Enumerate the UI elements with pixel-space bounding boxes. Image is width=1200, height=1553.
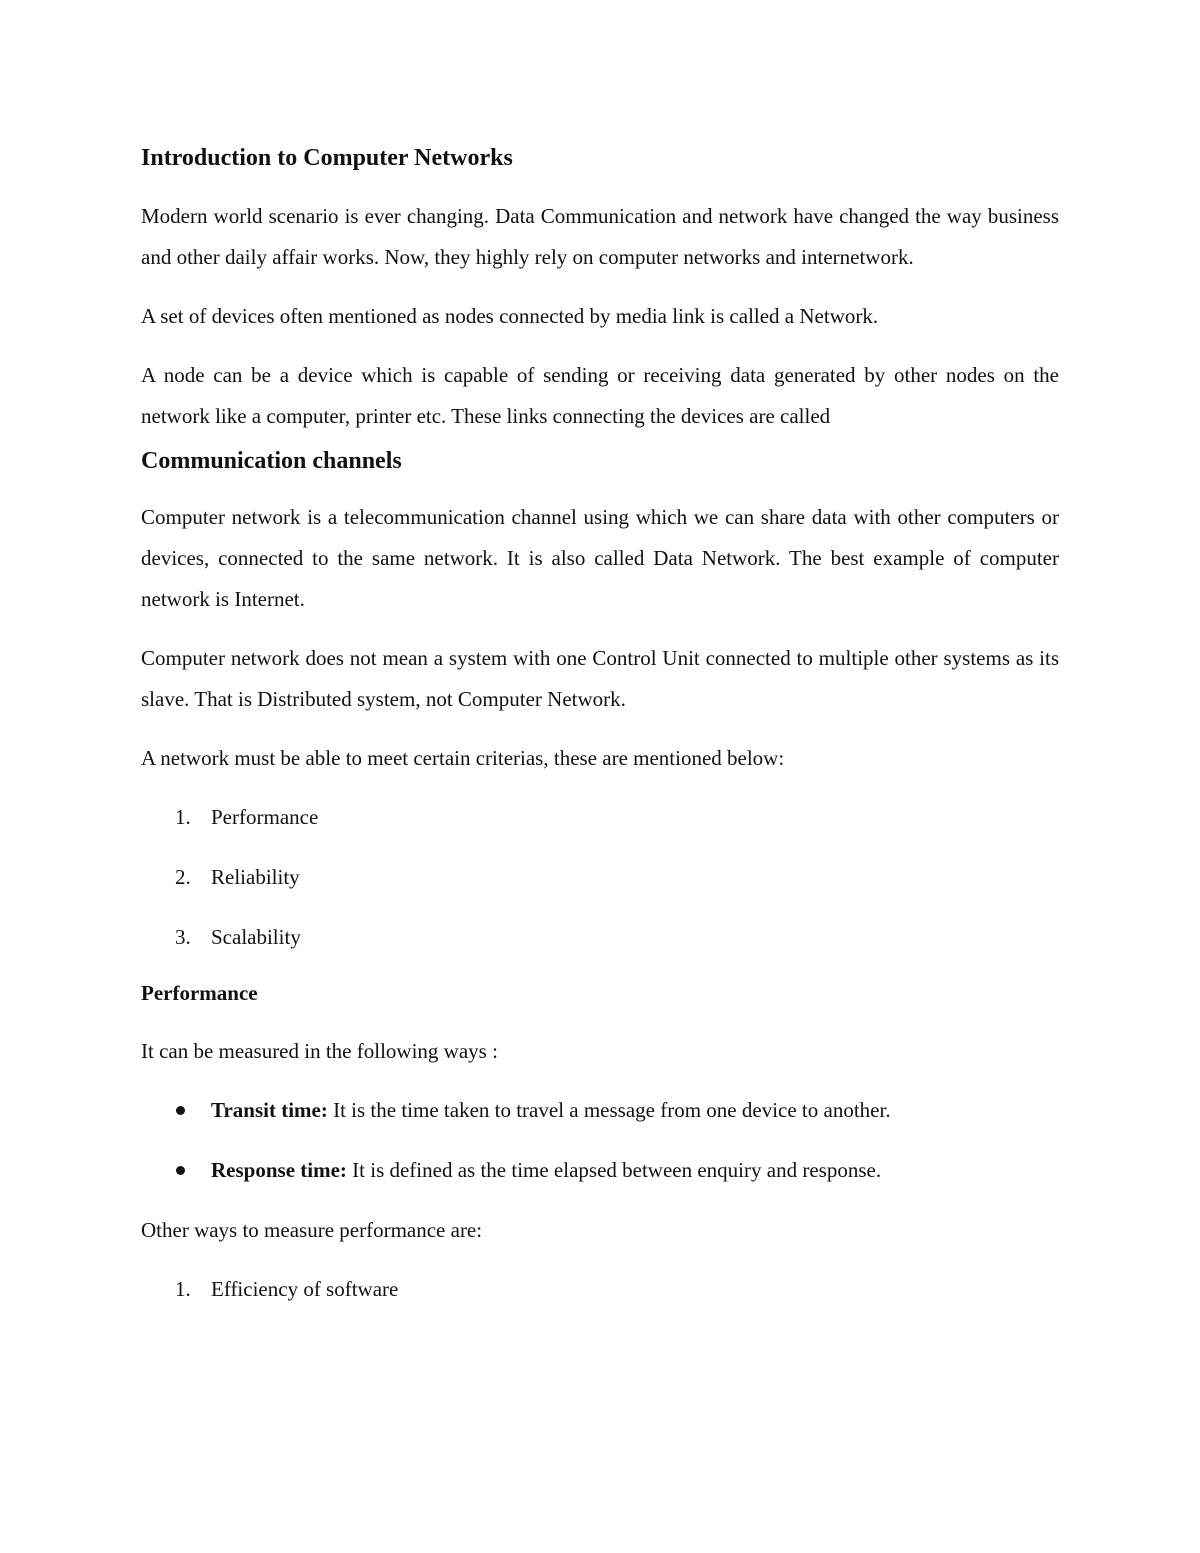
list-marker: 3. (175, 925, 191, 949)
intro-paragraph-1: Modern world scenario is ever changing. Data Communication and network have changed the way business and other daily affair works. Now, they highly rely on computer networks and internetwork. (141, 204, 1059, 269)
list-item (141, 1090, 1059, 1130)
document-body (141, 140, 1059, 1329)
term-definition: It is the time taken to travel a message from one device to another. (327, 1098, 891, 1122)
other-ways-paragraph: Other ways to measure performance are: (141, 1218, 483, 1242)
performance-intro: It can be measured in the following ways : (141, 1039, 498, 1063)
channels-paragraph-3: A network must be able to meet certain criterias, these are mentioned below: (141, 746, 785, 770)
list-item (141, 797, 1059, 837)
term-definition: It is defined as the time elapsed between enquiry and response. (346, 1158, 882, 1182)
list-marker: 2. (175, 865, 191, 889)
intro-paragraph-2: A set of devices often mentioned as nodes connected by media link is called a Network. (141, 304, 879, 328)
intro-paragraph-3: A node can be a device which is capable of sending or receiving data generated by other nodes on the network like a computer, printer etc. These links connecting the devices are called (141, 363, 1059, 428)
document-title: Introduction to Computer Networks (141, 145, 513, 171)
list-item-text: Efficiency of software (211, 1277, 399, 1301)
list-item (141, 857, 1059, 897)
term-label: Transit time: (211, 1098, 328, 1122)
list-item (141, 1269, 1059, 1309)
bullet-icon (176, 1106, 185, 1115)
term-label: Response time: (211, 1158, 347, 1182)
list-item-text: Reliability (211, 865, 300, 889)
list-marker: 1. (175, 805, 191, 829)
performance-measures-list (141, 1090, 1059, 1190)
section-heading-communication-channels: Communication channels (141, 448, 402, 474)
list-item-text: Performance (211, 805, 319, 829)
channels-paragraph-1: Computer network is a telecommunication channel using which we can share data with other computers or devices, connected to the same network. It is also called Data Network. The best example of computer network is Internet. (141, 505, 1059, 611)
list-item (141, 917, 1059, 957)
list-item-text: Scalability (211, 925, 301, 949)
bullet-icon (176, 1166, 185, 1175)
list-marker: 1. (175, 1277, 191, 1301)
other-ways-list (141, 1269, 1059, 1309)
channels-paragraph-2: Computer network does not mean a system with one Control Unit connected to multiple other systems as its slave. That is Distributed system, not Computer Network. (141, 646, 1059, 711)
list-item (141, 1150, 1059, 1190)
criteria-list (141, 797, 1059, 957)
section-heading-performance: Performance (141, 981, 258, 1005)
